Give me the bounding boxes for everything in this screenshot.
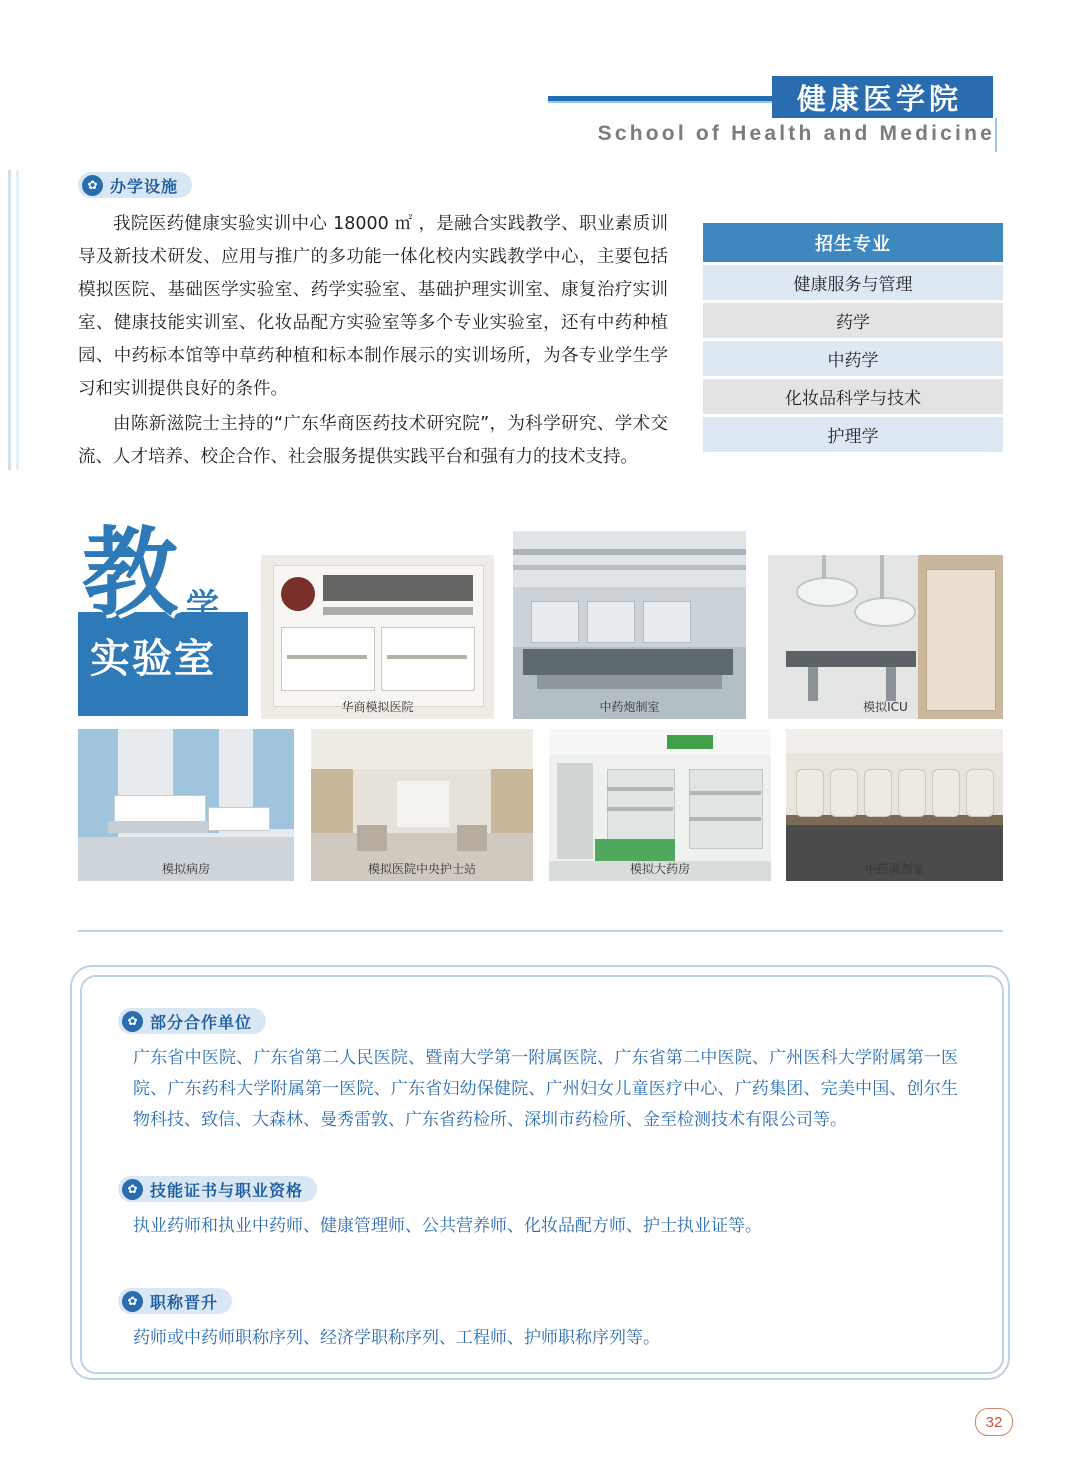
facility-paragraph-2: 由陈新滋院士主持的“广东华商医药技术研究院”，为科学研究、学术交流、人才培养、校企合作、社会服务提供实践平台和强有力的技术支持。	[78, 414, 668, 467]
photo-caption: 模拟病房	[161, 862, 210, 876]
photo-central-nurse-station	[311, 729, 533, 881]
majors-row: 化妆品科学与技术	[703, 379, 1003, 414]
majors-row: 药学	[703, 303, 1003, 338]
flower-icon: ✿	[122, 1179, 143, 1200]
photo-image-pharmacy-shelves	[549, 729, 771, 881]
promotion-text: 药师或中药师职称序列、经济学职称序列、工程师、护师职称序列等。	[133, 1328, 660, 1348]
majors-row: 中药学	[703, 341, 1003, 376]
flower-icon: ✿	[122, 1291, 143, 1312]
photo-image-lab-benches	[513, 531, 746, 719]
majors-row: 护理学	[703, 417, 1003, 452]
photo-simulation-pharmacy	[549, 729, 771, 881]
section-tag-facility-label: 办学设施	[110, 176, 179, 196]
facility-paragraph-1: 我院医药健康实验实训中心 18000 ㎡ ，是融合实践教学、职业素质训导及新技术研发、应用与推广的多功能一体化校内实践教学中心，主要包括模拟医院、基础医学实验室、药学实验室、基础护理实训室、康复治疗实训室、健康技能实训室、化妆品配方实验室等多个专业实验室，还有中药种植园、中药标本馆等中草药种植和标本制作展示的实训场所，为各专业学生学习和实训提供良好的条件。	[78, 214, 668, 399]
flower-icon: ✿	[82, 175, 103, 196]
photo-simulation-ward	[78, 729, 294, 881]
school-badge	[772, 76, 987, 118]
page-header	[0, 0, 1080, 165]
majors-row: 健康服务与管理	[703, 265, 1003, 300]
facility-paragraphs	[78, 208, 668, 474]
teaching-lab-title	[78, 517, 248, 716]
section-tag-partners-label: 部分合作单位	[150, 1012, 253, 1032]
header-vertical-rule	[995, 118, 997, 152]
section-tag-promotion-label: 职称晋升	[150, 1292, 219, 1312]
photo-image-hospital-beds	[78, 729, 294, 881]
page-number: 32	[975, 1408, 1013, 1436]
photo-caption: 中药炮制室	[599, 700, 660, 714]
photo-image-corridor	[311, 729, 533, 881]
section-tag-partners	[118, 1008, 266, 1034]
header-badge-edge	[987, 76, 993, 118]
photo-image-hospital-sign	[261, 555, 494, 719]
photo-image-operating-lights	[768, 555, 1003, 719]
photo-caption: 华商模拟医院	[341, 700, 414, 714]
photo-caption: 模拟大药房	[629, 862, 690, 876]
school-badge-label: 健康医学院	[796, 81, 962, 116]
section-tag-facility	[78, 172, 192, 198]
photo-tcm-processing-room	[513, 531, 746, 719]
photo-simulation-icu	[768, 555, 1003, 719]
section-tag-certificates	[118, 1176, 317, 1202]
photo-tcm-dispensary	[786, 729, 1003, 881]
photo-caption: 模拟ICU	[863, 700, 908, 714]
left-decor-bar-2	[16, 170, 19, 470]
certificates-text: 执业药师和执业中药师、健康管理师、公共营养师、化妆品配方师、护士执业证等。	[133, 1216, 762, 1236]
photo-caption: 模拟医院中央护士站	[367, 862, 476, 876]
photo-simulation-hospital	[261, 555, 494, 719]
partners-text: 广东省中医院、广东省第二人民医院、暨南大学第一附属医院、广东省第二中医院、广州医科大学附属第一医院、广东药科大学附属第一医院、广东省妇幼保健院、广州妇女儿童医疗中心、广药集团、完美中国、创尔生物科技、致信、大森林、曼秀雷敦、广东省药检所、深圳市药检所、金至检测技术有限公司等。	[133, 1048, 958, 1130]
section-tag-promotion	[118, 1288, 232, 1314]
school-english-title: School of Health and Medicine	[597, 122, 995, 145]
teaching-lab-title-small: 学	[186, 586, 219, 625]
flower-icon: ✿	[122, 1011, 143, 1032]
teaching-lab-title-sub: 实验室	[90, 636, 216, 682]
section-tag-certificates-label: 技能证书与职业资格	[150, 1180, 304, 1200]
majors-table	[703, 223, 1003, 452]
section-divider	[78, 930, 1003, 932]
teaching-lab-title-big: 教	[82, 517, 178, 629]
photo-image-medicine-jars	[786, 729, 1003, 881]
left-decor-bar-1	[8, 170, 11, 470]
bottom-card-inner-border	[80, 975, 1004, 1374]
photo-caption: 中药调剂室	[864, 862, 925, 876]
majors-table-header: 招生专业	[703, 223, 1003, 262]
header-rule-secondary	[548, 101, 784, 103]
